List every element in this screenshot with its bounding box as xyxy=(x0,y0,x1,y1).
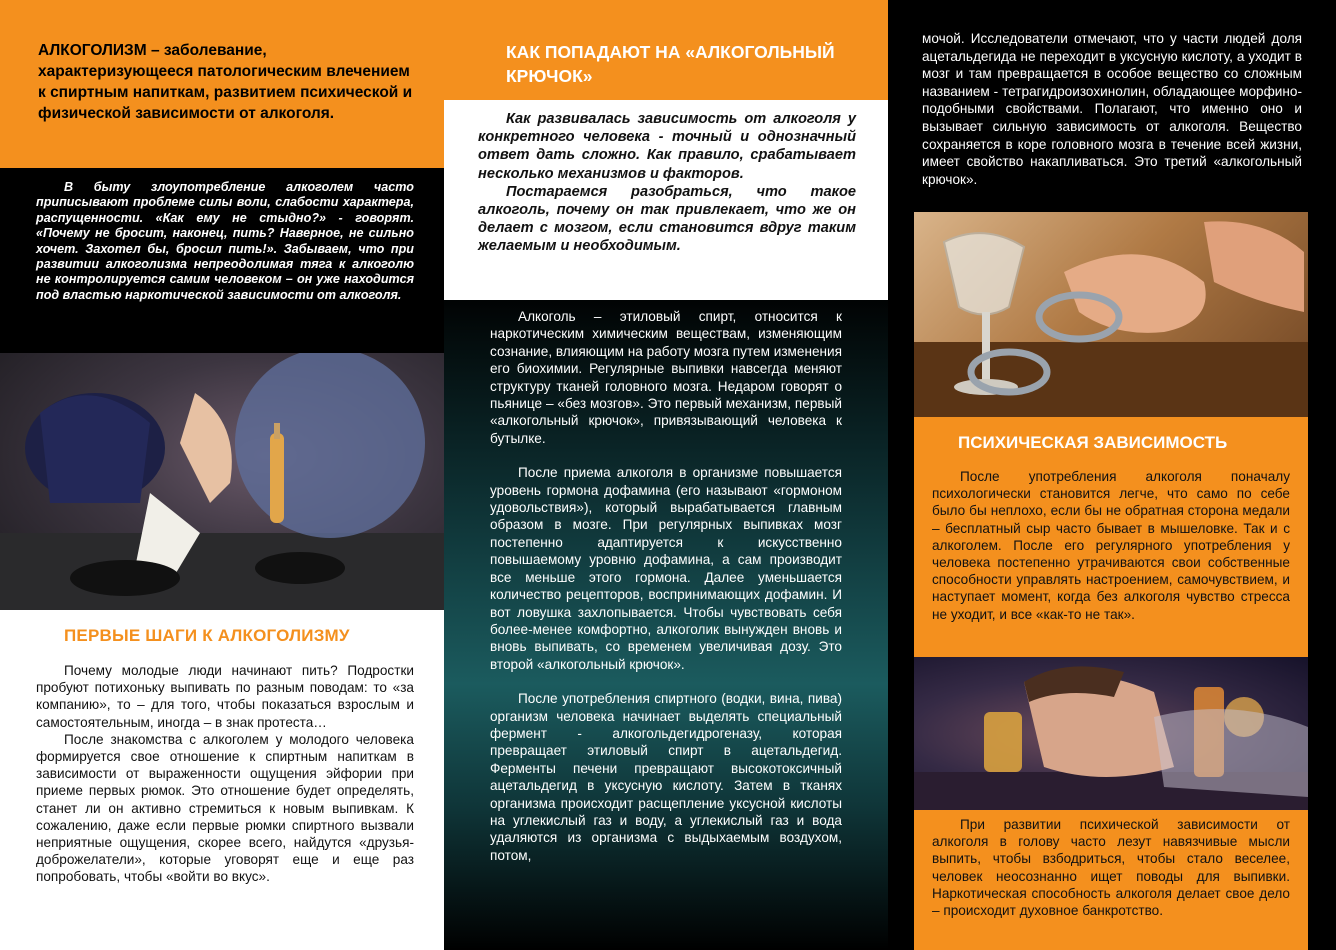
psych-dependency-conclusion-text: При развитии психической зависимости от алкоголя в голову часто лезут навязчивые мысли выпить, чтобы взбодриться, чтобы стало веселее, человек неосознанно ищет поводы для выпивки. Наркотическая способность алкоголя делает свое дело – происходит духовное банкротство. xyxy=(932,817,1290,919)
photo-sleeping-man xyxy=(914,657,1308,810)
third-hook-continuation xyxy=(888,0,1336,215)
intro-text: В быту злоупотребление алкоголем часто приписывают проблеме силы воли, слабости характера, распущенности. «Как ему не стыдно?» - говорят. «Почему не бросит, наконец, пить? Наверное, не сильно хочет. Захотел бы, бросил пить!». Забываем, что при развитии алкоголизма непреодолимая тяга к алкоголю не контролируется самим человеком – он уже находится под властью наркотической зависимости от алкоголя. xyxy=(36,180,414,302)
hook-body-paragraph: После употребления спиртного (водки, вина, пива) организм человека начинает выделять специальный фермент - алкогольдегидрогеназу, которая превращает этиловый спирт в ацетальдегид. Ферменты печени превращают высокотоксичный ацетальдегид в уксусную кислоту. Затем в тканях организма происходит расщепление уксусной кислоты на углекислый газ и воду, а углекислый газ и вода удаляются из организма с выдыхаемым воздухом, потом, xyxy=(490,691,842,863)
first-steps-section xyxy=(0,610,444,950)
photo-sleeping-man-illustration xyxy=(914,657,1308,810)
intro-box xyxy=(0,168,444,353)
photo-girl-drinking-illustration xyxy=(0,353,444,610)
psych-dependency-conclusion xyxy=(914,810,1308,950)
hook-lead-paragraph: Постараемся разобраться, что такое алкоголь, почему он так привлекает, что же он делает с мозгом, если становится вдруг таким желаемым и необходимым. xyxy=(478,183,856,255)
hook-lead-box xyxy=(444,100,888,300)
hook-body xyxy=(444,308,888,928)
psych-dependency-section xyxy=(914,417,1308,657)
photo-handcuffs-glass-illustration xyxy=(914,212,1308,417)
third-hook-text: мочой. Исследователи отмечают, что у части людей доля ацетальдегида не переходит в уксусную кислоту, а уходит в мозг и там превращается в особое вещество со сложным названием - тетрагидроизохинолин, обладающее морфино-подобными свойствами. Полагают, что именно оно и вызывает сильную зависимость от алкоголя. Вещество сохраняется в коре головного мозга в течение всей жизни, имеет свойство накапливаться. Это третий «алкогольный крючок». xyxy=(922,31,1302,187)
hook-body-paragraph: Алкоголь – этиловый спирт, относится к наркотическим химическим веществам, изменяющим сознание, влияющим на работу мозга путем изменения его биохимии. Регулярные выпивки навсегда меняют структуру тканей головного мозга. Недаром говорят о пьянице – «без мозгов». Это первый механизм, первый «алкогольный крючок», привязывающий человека к бутылке. xyxy=(490,309,842,446)
hook-heading-box xyxy=(444,0,888,100)
hook-lead-paragraph: Как развивалась зависимость от алкоголя у конкретного человека - точный и однозначный ответ дать сложно. Как правило, срабатывает несколько механизмов и факторов. xyxy=(478,111,856,182)
photo-girl-drinking xyxy=(0,353,444,610)
hook-body-paragraph: После приема алкоголя в организме повышается уровень гормона дофамина (его называют «гормоном удовольствия»), который вырабатывается главным образом в мозге. При регулярных выпивках мозг постепенно адаптируется к искусственно повышаемому уровню дофамина, а сам производит все меньше этого гормона. Далее уменьшается количество рецепторов, воспринимающих дофамин. И вот ловушка захлопывается. Чтобы чувствовать себя более-менее комфортно, алкоголик вынужден вновь и вновь выпивать, со временем увеличивая дозу. Это второй «алкогольный крючок». xyxy=(490,465,842,672)
photo-handcuffs-glass xyxy=(914,212,1308,417)
first-steps-paragraph: Почему молодые люди начинают пить? Подростки пробуют потихоньку выпивать по разным поводам: то «за компанию», то – для того, чтобы показаться взрослым и самостоятельным, иногда – в знак протеста… xyxy=(36,663,414,730)
psych-dependency-heading: ПСИХИЧЕСКАЯ ЗАВИСИМОСТЬ xyxy=(958,433,1228,452)
definition-text: АЛКОГОЛИЗМ – заболевание, характеризующееся патологическим влечением к спиртным напиткам, развитием психической и физической зависимости от алкоголя. xyxy=(38,42,413,122)
psych-dependency-text: После употребления алкоголя поначалу психологически становится легче, что само по себе было бы неплохо, если бы не обратная сторона медали – бесплатный сыр часто бывает в мышеловке. Так и с алкоголем. После его регулярного употребления у человека постепенно утрачиваются свои собственные способности управлять настроением, самочувствием, и наступает момент, когда без алкоголя чувство стресса не уходит, и все «как-то не так». xyxy=(932,469,1290,622)
first-steps-paragraph: После знакомства с алкоголем у молодого человека формируется свое отношение к спиртным напиткам в зависимости от выраженности ощущения эйфории при приеме первых рюмок. Это отношение будет определять, станет ли он активно стремиться к новым выпивкам. К сожалению, даже если первые рюмки спиртного вызвали неприятные ощущения, скорее всего, найдутся «друзья-доброжелатели», которые уговорят еще и еще раз попробовать, чтобы «войти во вкус». xyxy=(36,731,414,885)
first-steps-heading: ПЕРВЫЕ ШАГИ К АЛКОГОЛИЗМУ xyxy=(64,626,350,645)
hook-heading: КАК ПОПАДАЮТ НА «АЛКОГОЛЬНЫЙ КРЮЧОК» xyxy=(506,42,835,86)
definition-box xyxy=(0,0,444,168)
